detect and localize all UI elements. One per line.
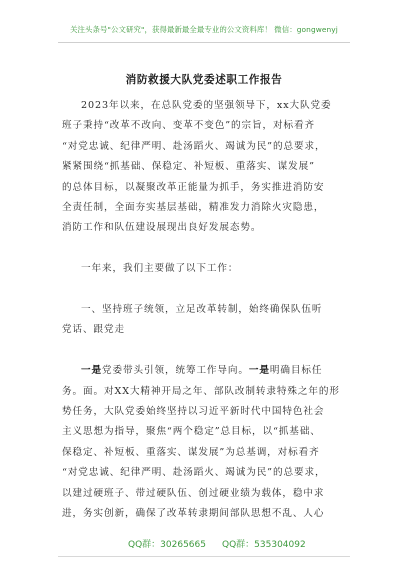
body-line: “对党忠诚、纪律严明、赴汤蹈火、竭诚为民”的总要求， — [62, 140, 326, 152]
body-line: 消防工作和队伍建设展现出良好发展态势。 — [62, 222, 262, 234]
body-line: 2023年以来，在总队党委的坚强领导下，xx大队党委 — [81, 100, 332, 111]
blank-line — [62, 239, 348, 259]
blank-line — [62, 341, 348, 361]
footer — [0, 537, 408, 553]
body-line: 的总体目标，以凝聚改革正能量为抓手，务实推进消防安 — [62, 181, 325, 193]
footer-divider — [58, 556, 350, 557]
header-banner: 关注头条号"公文研究"，获得最新最全最专业的公文资料库！ 微信：gongwenyj — [70, 25, 338, 34]
body-line: “对党忠诚、纪律严明、赴汤蹈火、竭诚为民”的总要求， — [62, 467, 326, 479]
blank-line — [62, 280, 348, 300]
point-text: 务。 — [62, 385, 83, 397]
point-line-cont — [62, 382, 348, 402]
section-heading-cont: 党话、跟党走 — [62, 324, 125, 336]
body-line: 班子秉持“改革不改向、变革不变色”的宗旨，对标看齐 — [62, 120, 315, 132]
footer-qq-group-2: QQ群：535304092 — [222, 540, 306, 550]
document-body — [62, 96, 348, 524]
body-line: 全责任制，全面夯实基层基础，精准发力消除火灾隐患， — [62, 202, 325, 214]
body-line: 主义思想为指导，聚焦“两个稳定”总目标，以“抓基础、 — [62, 426, 321, 438]
footer-qq-group-1: QQ群：30265665 — [128, 540, 206, 550]
document-title: 消防救援大队党委述职工作报告 — [125, 74, 283, 86]
point-lead: 一是 — [81, 365, 102, 377]
point-lead: 一是 — [248, 365, 270, 377]
header-divider — [58, 42, 350, 43]
body-line: 保稳定、补短板、重落实、谋发展”为总基调，对标看齐 — [62, 446, 320, 458]
section-heading: 一、坚持班子统领，立足改革转制，始终确保队伍听 — [81, 304, 323, 316]
point-line — [62, 361, 348, 381]
body-line: 以建过硬班子、带过硬队伍、创过硬业绩为载体，稳中求 — [62, 487, 325, 499]
body-line: 进，务实创新，确保了改革转隶期间部队思想不乱、人心 — [62, 508, 325, 520]
point-text: 明确目标任 — [269, 365, 323, 377]
point-text: 面。对XX大精神开局之年、部队改制转隶特殊之年的形 — [83, 385, 340, 397]
point-text: 党委带头引领，统筹工作导向。 — [102, 365, 249, 377]
body-line: 一年来，我们主要做了以下工作： — [81, 263, 239, 275]
body-line: 紧紧围绕“抓基础、保稳定、补短板、重落实、谋发展” — [62, 161, 315, 173]
body-line: 势任务，大队党委始终坚持以习近平新时代中国特色社会 — [62, 406, 325, 418]
